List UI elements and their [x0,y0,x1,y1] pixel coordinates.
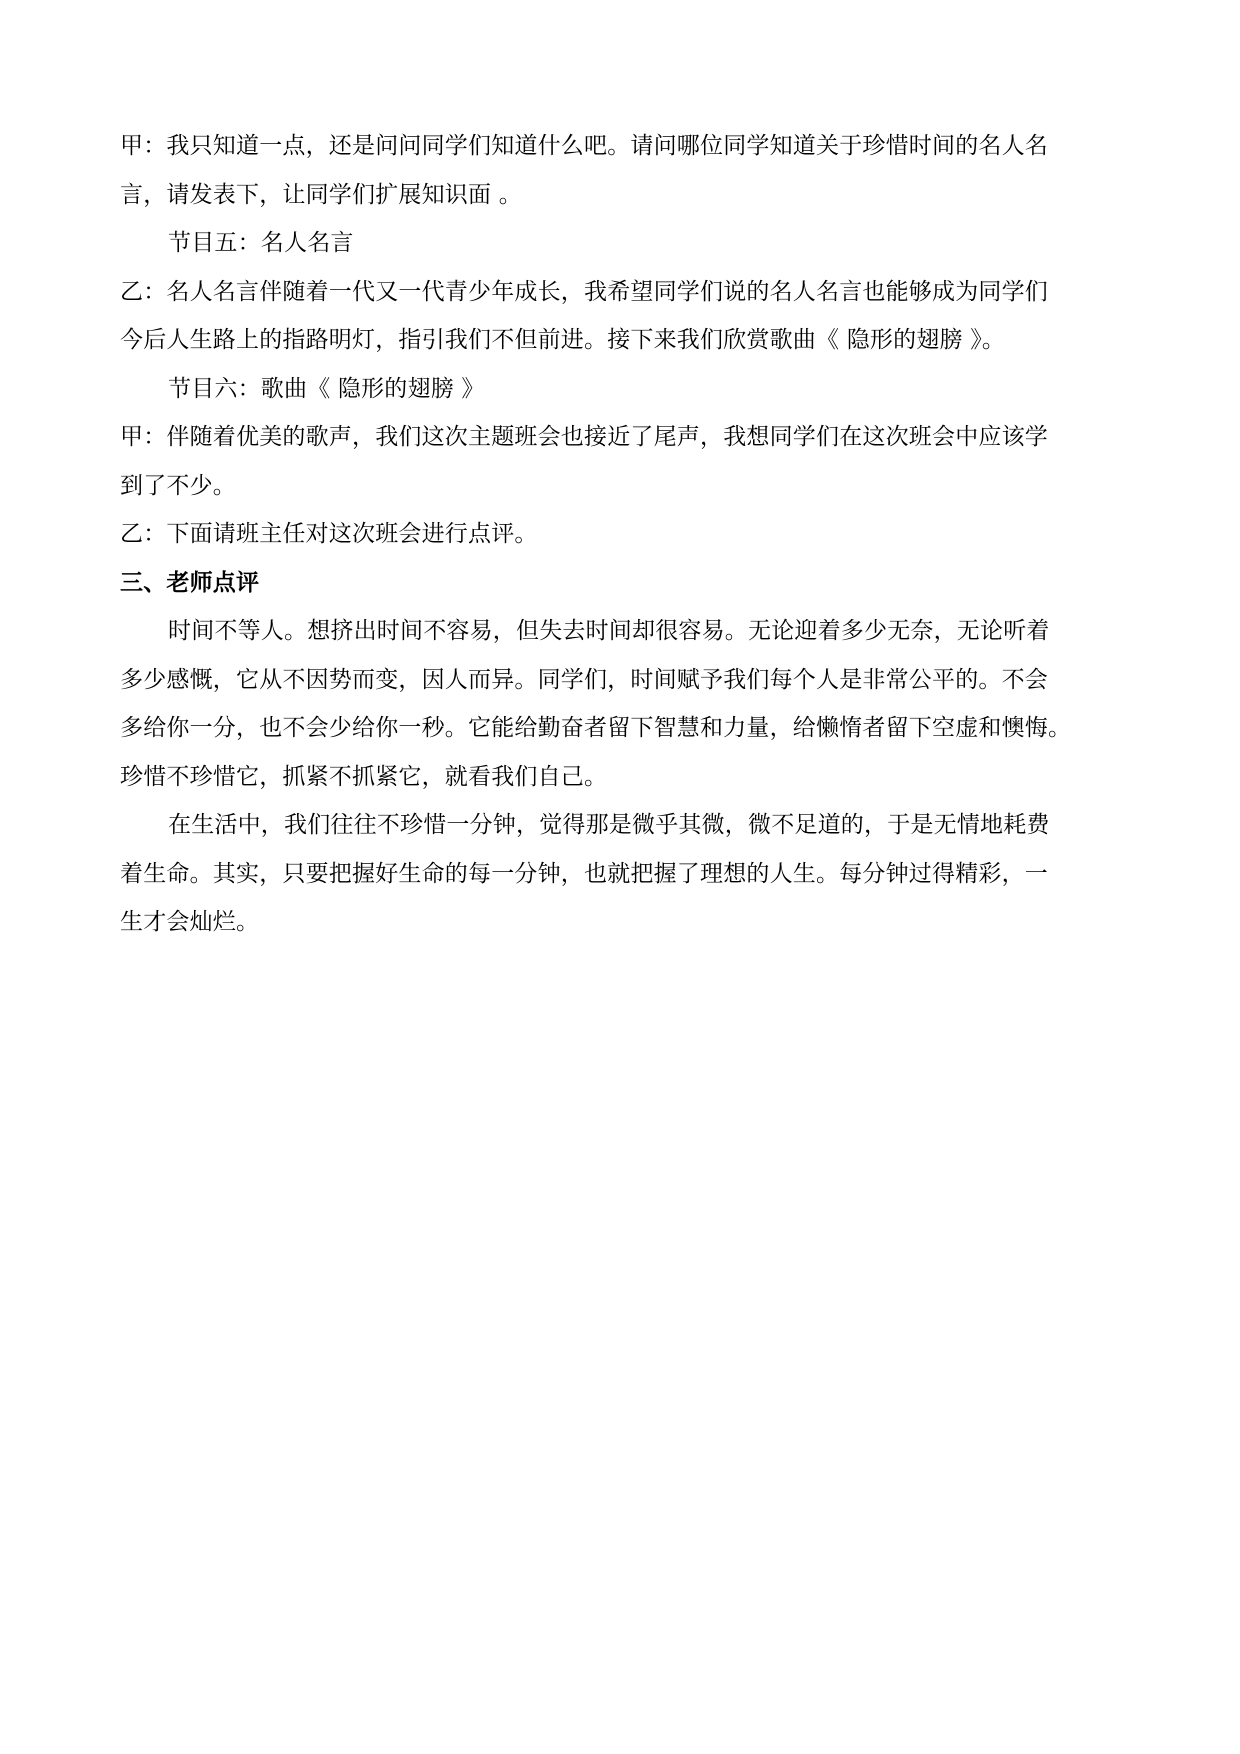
comment-paragraph-1-line-1: 时间不等人。想挤出时间不容易，但失去时间却很容易。无论迎着多少无奈，无论听着 [168,618,1050,644]
comment-paragraph-2-line-1: 在生活中，我们往往不珍惜一分钟，觉得那是微乎其微，微不足道的，于是无情地耗费 [168,812,1050,838]
dialogue-line-yi-1a: 乙：名人名言伴随着一代又一代青少年成长，我希望同学们说的名人名言也能够成为同学们 [120,278,1048,305]
program-six-title: 节目六：歌曲《 隐形的翅膀 》 [168,375,485,402]
comment-paragraph-2-line-2: 着生命。其实，只要把握好生命的每一分钟，也就把握了理想的人生。每分钟过得精彩，一 [120,860,1048,887]
dialogue-line-yi-1b: 今后人生路上的指路明灯，指引我们不但前进。接下来我们欣赏歌曲《 隐形的翅膀 》。 [120,327,1006,353]
dialogue-line-jia-1b: 言，请发表下，让同学们扩展知识面 。 [120,181,522,208]
section-heading-teacher-comment: 三、老师点评 [120,569,260,596]
dialogue-line-jia-2b: 到了不少。 [120,472,236,499]
comment-paragraph-1-line-4: 珍惜不珍惜它，抓紧不抓紧它，就看我们自己。 [120,763,608,790]
comment-paragraph-1-line-3: 多给你一分，也不会少给你一秒。它能给勤奋者留下智慧和力量，给懒惰者留下空虚和懊悔。 [120,715,1072,741]
dialogue-line-jia-2a: 甲：伴随着优美的歌声，我们这次主题班会也接近了尾声，我想同学们在这次班会中应该学 [120,424,1048,450]
comment-paragraph-1-line-2: 多少感慨，它从不因势而变，因人而异。同学们，时间赋予我们每个人是非常公平的。不会 [120,666,1048,693]
program-five-title: 节目五：名人名言 [168,230,354,256]
document-page [120,122,1140,947]
dialogue-line-yi-2: 乙：下面请班主任对这次班会进行点评。 [120,521,538,547]
comment-paragraph-2-line-3: 生才会灿烂。 [120,909,260,935]
dialogue-line-jia-1a: 甲：我只知道一点，还是问问同学们知道什么吧。请问哪位同学知道关于珍惜时间的名人名 [120,133,1048,159]
